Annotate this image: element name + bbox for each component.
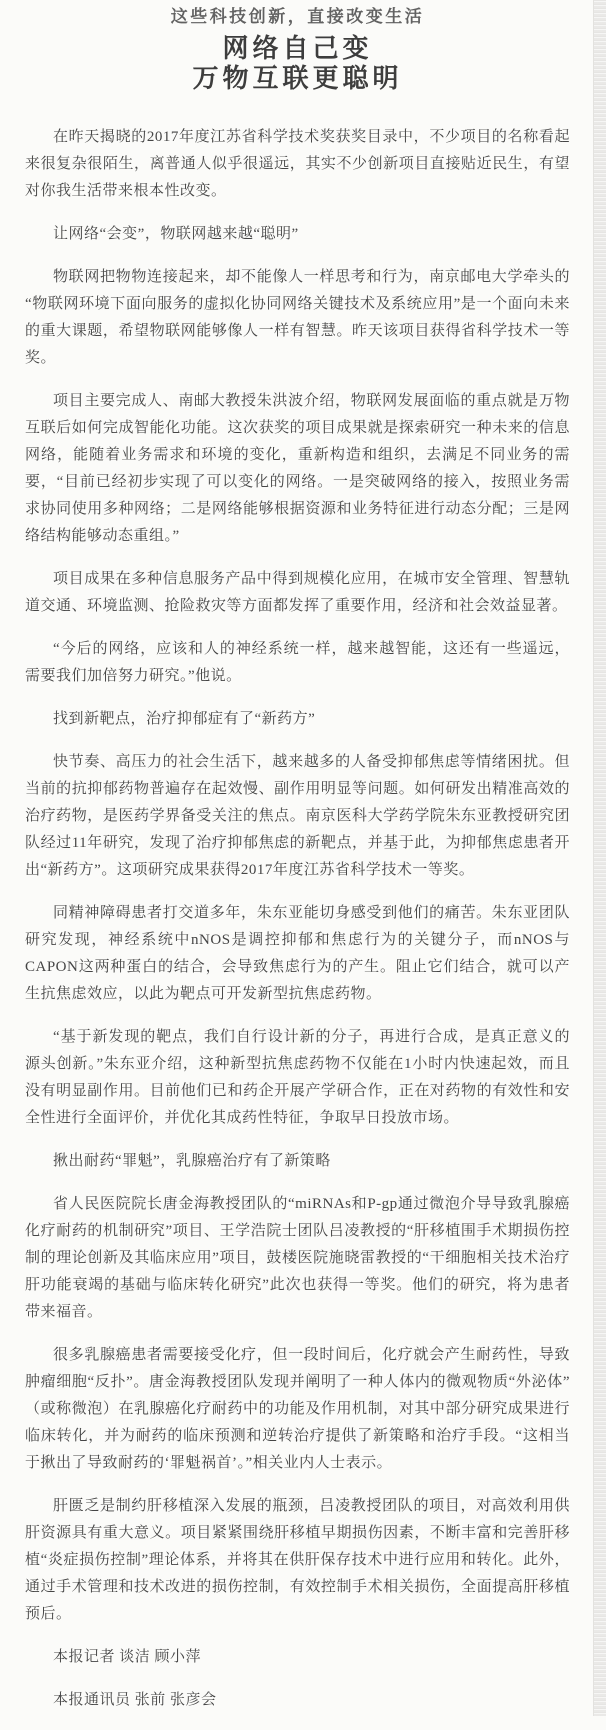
page-edge-texture [593,0,606,1716]
section-heading: 揪出耐药“罪魁”，乳腺癌治疗有了新策略 [53,1153,331,1169]
article-paragraph: 在昨天揭晓的2017年度江苏省科学技术奖获奖目录中，不少项目的名称看起来很复杂很陌生，离普通人似乎很遥远，其实不少创新项目直接贴近民生，有望对你我生活带来根本性改变。 [25,129,570,199]
article-paragraph: 肝匮乏是制约肝移植深入发展的瓶颈，吕凌教授团队的项目，对高效利用供肝资源具有重大意义。项目紧紧围绕肝移植早期损伤因素，不断丰富和完善肝移植“炎症损伤控制”理论体系，并将其在供肝保存技术中进行应用和转化。此外，通过手术管理和技术改进的损伤控制，有效控制手术相关损伤，全面提高肝移植预后。 [25,1498,570,1622]
article-paragraph: 本报记者 谈洁 顾小萍 [53,1649,202,1665]
article-paragraph: “今后的网络，应该和人的神经系统一样，越来越智能，这还有一些遥远，需要我们加倍努力研究。”他说。 [25,641,570,684]
section-heading: 让网络“会变”，物联网越来越“聪明” [53,226,299,242]
article-paragraph: 物联网把物物连接起来，却不能像人一样思考和行为，南京邮电大学牵头的“物联网环境下面向服务的虚拟化协同网络关键技术及系统应用”是一个面向未来的重大课题，希望物联网能够像人一样有智慧。昨天该项目获得省科学技术一等奖。 [25,269,570,366]
article-paragraph: 省人民医院院长唐金海教授团队的“miRNAs和P-gp通过微泡介导导致乳腺癌化疗耐药的机制研究”项目、王学浩院士团队吕凌教授的“肝移植围手术期损伤控制的理论创新及其临床应用”项目，鼓楼医院施晓雷教授的“干细胞相关技术治疗肝功能衰竭的基础与临床转化研究”此次也获得一等奖。他们的研究，将为患者带来福音。 [25,1196,570,1320]
article-title-line-1: 网络自己变 [222,34,373,63]
section-heading: 找到新靶点，治疗抑郁症有了“新药方” [53,711,316,727]
article-paragraph: 很多乳腺癌患者需要接受化疗，但一段时间后，化疗就会产生耐药性，导致肿瘤细胞“反扑”。唐金海教授团队发现并阐明了一种人体内的微观物质“外泌体”（或称微泡）在乳腺癌化疗耐药中的功能及作用机制，对其中部分研究成果进行临床转化，并为耐药的临床预测和逆转治疗提供了新策略和治疗手段。“这相当于揪出了导致耐药的‘罪魁祸首’。”相关业内人士表示。 [25,1347,570,1471]
article-paragraph: 项目主要完成人、南邮大教授朱洪波介绍，物联网发展面临的重点就是万物互联后如何完成智能化功能。这次获奖的项目成果就是探索研究一种未来的信息网络，能随着业务需求和环境的变化，重新构造和组织，去满足不同业务的需要，“目前已经初步实现了可以变化的网络。一是突破网络的接入，按照业务需求协同使用多种网络；二是网络能够根据资源和业务特征进行动态分配；三是网络结构能够动态重组。” [25,393,570,544]
article-title-line-2: 万物互联更聪明 [192,64,403,93]
article-paragraph: 本报通讯员 张前 张彦会 [53,1692,217,1708]
article-body [25,124,570,1714]
article-paragraph: “基于新发现的靶点，我们自行设计新的分子，再进行合成，是真正意义的源头创新。”朱东亚介绍，这种新型抗焦虑药物不仅能在1小时内快速起效，而且没有明显副作用。目前他们已和药企开展产学研合作，正在对药物的有效性和安全性进行全面评价，并优化其成药性特征，争取早日投放市场。 [25,1029,570,1126]
article-title [25,34,570,94]
article-paragraph: 快节奏、高压力的社会生活下，越来越多的人备受抑郁焦虑等情绪困扰。但当前的抗抑郁药物普遍存在起效慢、副作用明显等问题。如何研发出精准高效的治疗药物，是医药学界备受关注的焦点。南京医科大学药学院朱东亚教授研究团队经过11年研究，发现了治疗抑郁焦虑的新靶点，并基于此，为抑郁焦虑患者开出“新药方”。这项研究成果获得2017年度江苏省科学技术一等奖。 [25,754,570,878]
article-paragraph: 同精神障碍患者打交道多年，朱东亚能切身感受到他们的痛苦。朱东亚团队研究发现，神经系统中nNOS是调控抑郁和焦虑行为的关键分子，而nNOS与CAPON这两种蛋白的结合，会导致焦虑行为的产生。阻止它们结合，就可以产生抗焦虑效应，以此为靶点可开发新型抗焦虑药物。 [25,905,570,1002]
article-paragraph: 项目成果在多种信息服务产品中得到规模化应用，在城市安全管理、智慧轨道交通、环境监测、抢险救灾等方面都发挥了重要作用，经济和社会效益显著。 [25,571,570,614]
article-kicker: 这些科技创新，直接改变生活 [170,7,425,26]
